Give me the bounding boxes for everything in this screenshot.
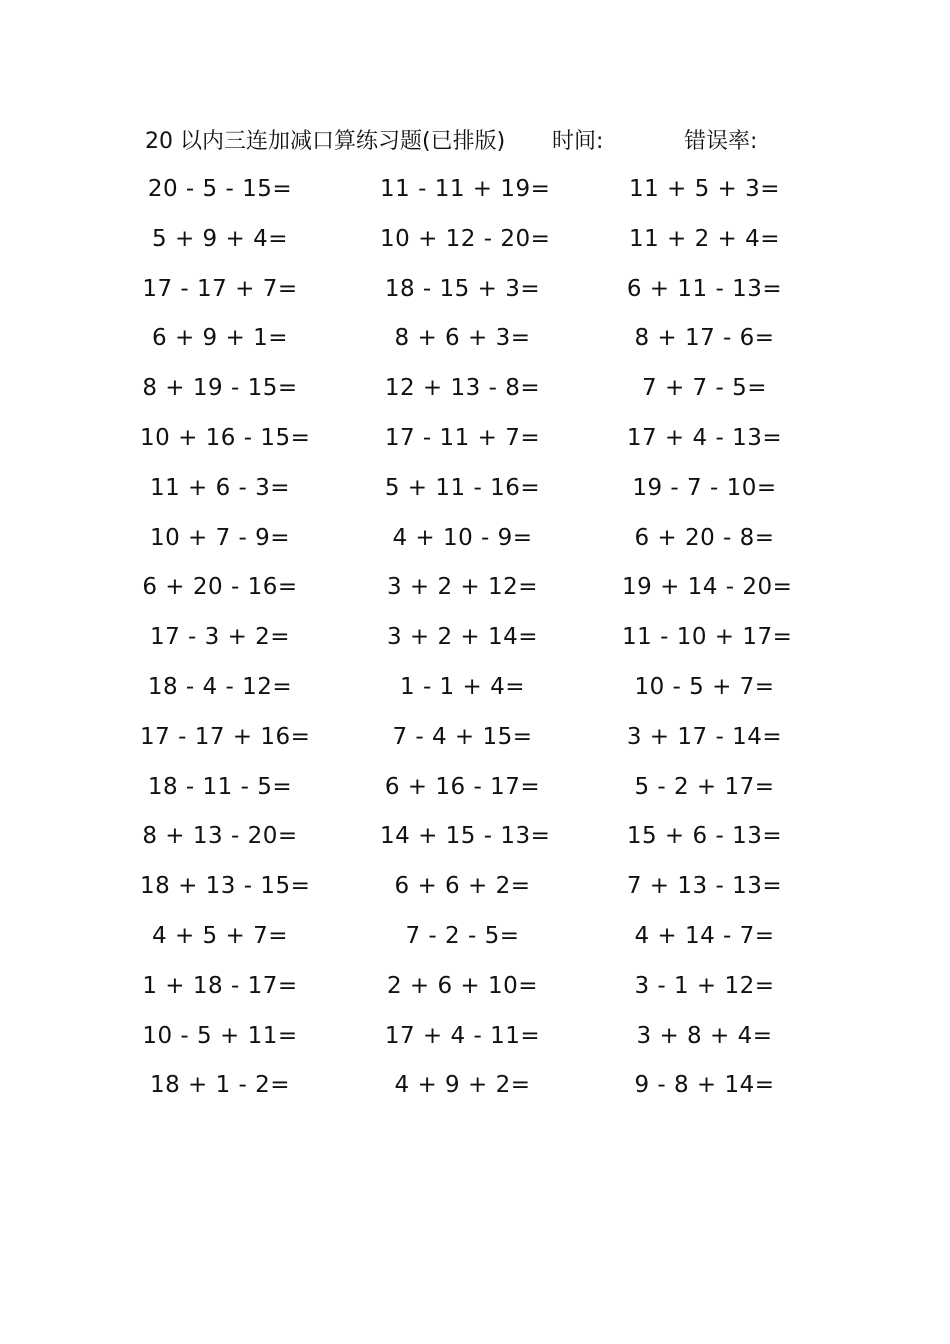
arithmetic-problem: 8 + 13 - 20= (142, 823, 298, 850)
arithmetic-problem: 9 - 8 + 14= (634, 1072, 775, 1099)
arithmetic-problem: 11 + 2 + 4= (628, 225, 781, 252)
arithmetic-problem: 10 + 12 - 20= (380, 225, 551, 252)
arithmetic-problem: 4 + 10 - 9= (392, 524, 533, 551)
arithmetic-problem: 11 + 5 + 3= (628, 176, 781, 202)
arithmetic-problem: 10 - 5 + 7= (634, 673, 775, 700)
problem-row (0, 521, 950, 571)
problem-row (0, 471, 950, 521)
problem-row (0, 570, 950, 620)
arithmetic-problem: 6 + 20 - 8= (634, 524, 775, 551)
arithmetic-problem: 7 - 4 + 15= (392, 723, 533, 750)
arithmetic-problem: 11 + 6 - 3= (149, 474, 291, 501)
arithmetic-problem: 18 - 4 - 12= (147, 673, 293, 700)
arithmetic-problem: 6 + 16 - 17= (384, 773, 541, 800)
arithmetic-problem: 10 + 16 - 15= (140, 424, 311, 451)
problem-row (0, 720, 950, 770)
arithmetic-problem: 1 - 1 + 4= (400, 673, 525, 700)
arithmetic-problem: 17 + 4 - 13= (626, 424, 783, 451)
worksheet-header (0, 124, 950, 160)
problem-row (0, 919, 950, 969)
arithmetic-problem: 19 - 7 - 10= (632, 474, 777, 501)
arithmetic-problem: 10 - 5 + 11= (142, 1022, 298, 1049)
problem-row (0, 1068, 950, 1118)
problem-row (0, 969, 950, 1019)
time-label: 时间: (552, 129, 604, 154)
arithmetic-problem: 8 + 17 - 6= (634, 325, 775, 352)
arithmetic-problem: 3 + 2 + 12= (386, 574, 539, 601)
arithmetic-problem: 2 + 6 + 10= (386, 972, 539, 999)
arithmetic-problem: 17 - 17 + 7= (142, 275, 298, 302)
arithmetic-problem: 17 - 3 + 2= (149, 624, 291, 651)
arithmetic-problem: 6 + 11 - 13= (626, 275, 783, 302)
arithmetic-problem: 4 + 14 - 7= (634, 922, 775, 949)
arithmetic-problem: 17 + 4 - 11= (384, 1022, 541, 1049)
problem-row (0, 172, 950, 222)
problem-row (0, 620, 950, 670)
arithmetic-problem: 18 + 1 - 2= (149, 1072, 291, 1099)
arithmetic-problem: 8 + 6 + 3= (394, 325, 531, 352)
arithmetic-problem: 4 + 5 + 7= (152, 922, 288, 949)
problem-row (0, 421, 950, 471)
arithmetic-problem: 5 + 11 - 16= (384, 474, 541, 501)
problem-row (0, 272, 950, 322)
problem-row (0, 670, 950, 720)
problem-row (0, 222, 950, 272)
arithmetic-problem: 8 + 19 - 15= (142, 375, 298, 402)
problem-grid (0, 172, 950, 1118)
problem-row (0, 1019, 950, 1069)
arithmetic-problem: 3 + 2 + 14= (386, 624, 539, 651)
arithmetic-problem: 20 - 5 - 15= (147, 176, 293, 202)
arithmetic-problem: 6 + 9 + 1= (152, 325, 288, 352)
arithmetic-problem: 5 + 9 + 4= (152, 225, 288, 252)
arithmetic-problem: 17 - 11 + 7= (384, 424, 541, 451)
arithmetic-problem: 11 - 10 + 17= (622, 624, 793, 651)
arithmetic-problem: 3 + 17 - 14= (626, 723, 783, 750)
arithmetic-problem: 1 + 18 - 17= (142, 972, 298, 999)
problem-row (0, 770, 950, 820)
arithmetic-problem: 3 - 1 + 12= (634, 972, 775, 999)
problem-row (0, 819, 950, 869)
arithmetic-problem: 11 - 11 + 19= (380, 176, 551, 202)
arithmetic-problem: 15 + 6 - 13= (626, 823, 783, 850)
problem-row (0, 321, 950, 371)
arithmetic-problem: 6 + 6 + 2= (394, 873, 531, 900)
arithmetic-problem: 3 + 8 + 4= (636, 1022, 773, 1049)
arithmetic-problem: 7 - 2 - 5= (405, 922, 520, 949)
problem-row (0, 371, 950, 421)
arithmetic-problem: 18 - 15 + 3= (384, 275, 541, 302)
arithmetic-problem: 12 + 13 - 8= (384, 375, 541, 402)
worksheet-title: 20 以内三连加减口算练习题(已排版) (145, 129, 506, 154)
problem-row (0, 869, 950, 919)
arithmetic-problem: 14 + 15 - 13= (380, 823, 551, 850)
arithmetic-problem: 7 + 7 - 5= (642, 375, 767, 402)
arithmetic-problem: 17 - 17 + 16= (140, 723, 311, 750)
arithmetic-problem: 18 - 11 - 5= (147, 773, 293, 800)
arithmetic-problem: 4 + 9 + 2= (394, 1072, 531, 1099)
arithmetic-problem: 7 + 13 - 13= (626, 873, 783, 900)
error-rate-label: 错误率: (684, 129, 758, 154)
arithmetic-problem: 10 + 7 - 9= (149, 524, 291, 551)
arithmetic-problem: 6 + 20 - 16= (142, 574, 298, 601)
arithmetic-problem: 18 + 13 - 15= (140, 873, 311, 900)
arithmetic-problem: 19 + 14 - 20= (622, 574, 793, 601)
arithmetic-problem: 5 - 2 + 17= (634, 773, 775, 800)
